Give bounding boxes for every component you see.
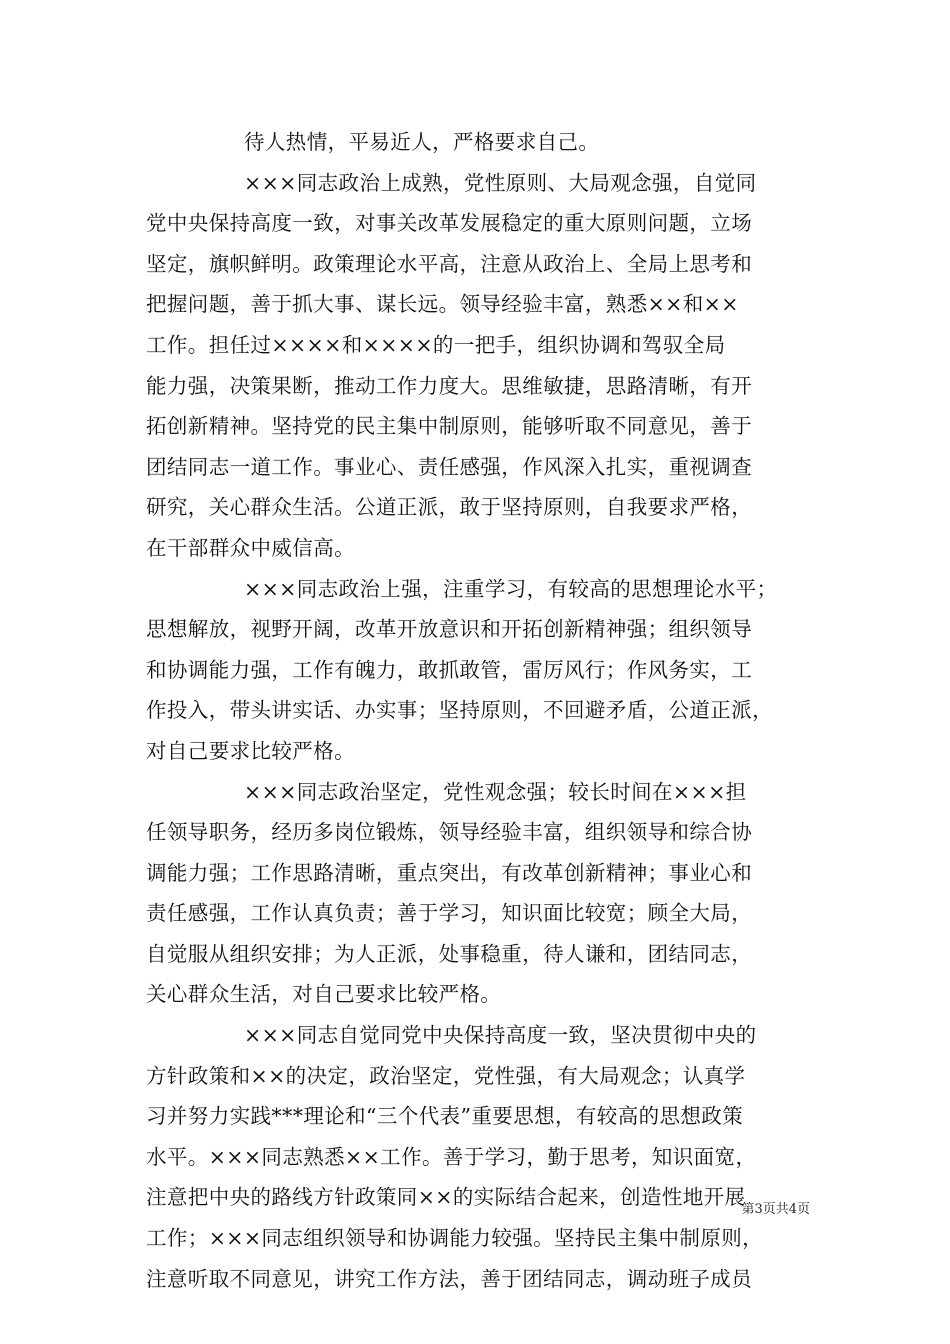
paragraph-start-line: ×××同志政治上强，注重学习，有较高的思想理论水平； [244,576,778,601]
text-line: 思想解放，视野开阔，改革开放意识和开拓创新精神强；组织领导 [146,617,753,642]
paragraph-start-line: ×××同志政治上成熟，党性原则、大局观念强，自觉同 [244,170,757,195]
text-line: 党中央保持高度一致，对事关改革发展稳定的重大原则问题，立场 [146,211,753,236]
text-line: 注意听取不同意见，讲究工作方法，善于团结同志，调动班子成员 [146,1266,753,1291]
document-body [146,122,806,1299]
text-line: 研究，关心群众生活。公道正派，敢于坚持原则，自我要求严格， [146,495,753,520]
paragraph-start-line: ×××同志自觉同党中央保持高度一致，坚决贯彻中央的 [244,1023,757,1048]
text-line: 关心群众生活，对自己要求比较严格。 [146,982,502,1007]
text-line: 在干部群众中威信高。 [146,535,355,560]
text-line: 能力强，决策果断，推动工作力度大。思维敏捷，思路清晰，有开 [146,373,753,398]
text-line: 注意把中央的路线方针政策同××的实际结合起来，创造性地开展 [146,1185,746,1210]
text-line: 习并努力实践***理论和“三个代表”重要思想，有较高的思想政策 [146,1104,744,1129]
text-line: 方针政策和××的决定，政治坚定，党性强，有大局观念；认真学 [146,1063,746,1088]
text-line: 作投入，带头讲实话、办实事；坚持原则，不回避矛盾，公道正派， [146,698,773,723]
text-line: 待人热情，平易近人，严格要求自己。 [244,130,600,154]
text-line: 任领导职务，经历多岗位锻炼，领导经验丰富，组织领导和综合协 [146,820,753,845]
text-line: 团结同志一道工作。事业心、责任感强，作风深入扎实，重视调查 [146,454,753,479]
text-line: 把握问题，善于抓大事、谋长远。领导经验丰富，熟悉××和×× [146,292,739,317]
text-line: 工作。担任过××××和××××的一把手，组织协调和驾驭全局 [146,332,726,357]
text-line: 水平。×××同志熟悉××工作。善于学习，勤于思考，知识面宽， [146,1144,757,1169]
paragraph-start-line: ×××同志政治坚定，党性观念强；较长时间在×××担 [244,779,747,804]
text-line: 拓创新精神。坚持党的民主集中制原则，能够听取不同意见，善于 [146,414,753,439]
text-line: 对自己要求比较严格。 [146,738,355,763]
text-line: 和协调能力强，工作有魄力，敢抓敢管，雷厉风行；作风务实，工 [146,657,753,682]
text-line: 工作；×××同志组织领导和协调能力较强。坚持民主集中制原则， [146,1226,764,1251]
text-line: 自觉服从组织安排；为人正派，处事稳重，待人谦和，团结同志， [146,941,753,966]
text-line: 坚定，旗帜鲜明。政策理论水平高，注意从政治上、全局上思考和 [146,251,753,276]
text-line: 责任感强，工作认真负责；善于学习，知识面比较宽；顾全大局， [146,901,753,926]
text-line: 调能力强；工作思路清晰，重点突出，有改革创新精神；事业心和 [146,860,753,885]
page-number: 第3页共4页 [741,1202,810,1217]
